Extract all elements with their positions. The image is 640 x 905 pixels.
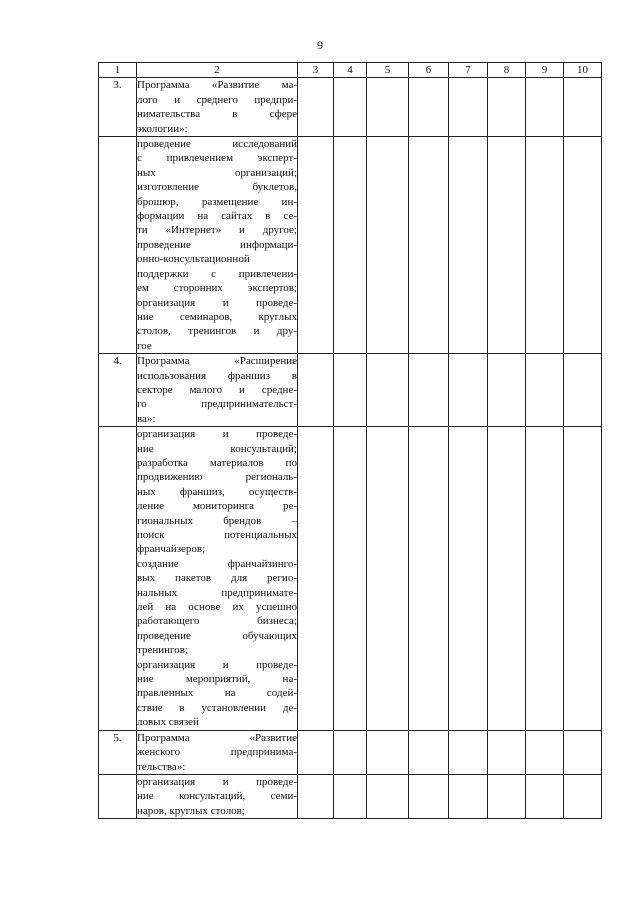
description-line: проведение обучающих xyxy=(137,629,297,642)
description-line: правленных на содей- xyxy=(137,687,297,700)
description-line: тельства»: xyxy=(137,760,186,773)
column-header: 7 xyxy=(449,63,488,78)
description-line: лого и среднего предпри- xyxy=(137,93,297,106)
empty-cell xyxy=(564,354,602,427)
empty-cell xyxy=(488,774,526,818)
description-line: формации на сайтах в се- xyxy=(137,210,297,223)
description-line: ние семинаров, круглых xyxy=(137,310,297,323)
column-header: 9 xyxy=(526,63,564,78)
empty-cell xyxy=(564,774,602,818)
empty-cell xyxy=(449,774,488,818)
empty-cell xyxy=(449,427,488,731)
description-line: секторе малого и средне- xyxy=(137,383,297,396)
description-line: ние мероприятий, на- xyxy=(137,673,297,686)
table-row xyxy=(99,354,602,427)
description-line: использования франшиз в xyxy=(137,369,297,382)
description-line: изготовление буклетов, xyxy=(137,181,297,194)
empty-cell xyxy=(298,78,334,137)
table-row xyxy=(99,427,602,731)
row-description-cell xyxy=(137,354,298,427)
empty-cell xyxy=(526,78,564,137)
column-header: 8 xyxy=(488,63,526,78)
empty-cell xyxy=(526,137,564,354)
empty-cell xyxy=(409,774,449,818)
empty-cell xyxy=(298,427,334,731)
table-row xyxy=(99,774,602,818)
empty-cell xyxy=(334,354,367,427)
row-number-cell: 3. xyxy=(99,78,137,137)
row-number-cell: 5. xyxy=(99,730,137,774)
description-line: продвижению региональ- xyxy=(137,471,297,484)
description-line: нимательства в сфере xyxy=(137,108,297,121)
empty-cell xyxy=(409,78,449,137)
page-number: 9 xyxy=(317,38,323,52)
description-line: разработка материалов по xyxy=(137,456,297,469)
empty-cell xyxy=(409,427,449,731)
description-line: гое xyxy=(137,339,152,352)
empty-cell xyxy=(367,137,409,354)
empty-cell xyxy=(449,78,488,137)
description-line: брошюр, размещение ин- xyxy=(137,195,297,208)
description-line: организация и проведе- xyxy=(137,428,297,441)
row-number-cell: 4. xyxy=(99,354,137,427)
empty-cell xyxy=(526,427,564,731)
empty-cell xyxy=(564,137,602,354)
empty-cell xyxy=(526,730,564,774)
row-description-cell xyxy=(137,137,298,354)
column-header: 4 xyxy=(334,63,367,78)
description-line: работающего бизнеса; xyxy=(137,615,297,628)
empty-cell xyxy=(334,137,367,354)
column-header: 5 xyxy=(367,63,409,78)
description-line: поиск потенциальных xyxy=(137,529,297,541)
empty-cell xyxy=(564,427,602,731)
description-line: поддержки с привлечени- xyxy=(137,267,297,280)
empty-cell xyxy=(449,354,488,427)
program-table xyxy=(98,62,602,819)
empty-cell xyxy=(367,730,409,774)
empty-cell xyxy=(488,354,526,427)
empty-cell xyxy=(488,427,526,731)
description-line: ловых связей xyxy=(137,716,199,729)
column-header: 2 xyxy=(137,63,298,78)
description-line: гиональных брендов – xyxy=(137,514,297,527)
column-header: 10 xyxy=(564,63,602,78)
empty-cell xyxy=(526,774,564,818)
row-number-cell xyxy=(99,774,137,818)
description-line: ление мониторинга ре- xyxy=(137,500,297,513)
description-line: ных франшиз, осуществ- xyxy=(137,485,297,498)
description-line: Программа «Развитие xyxy=(137,731,297,744)
empty-cell xyxy=(334,78,367,137)
description-line: женского предпринима- xyxy=(137,746,297,759)
description-line: тренингов; xyxy=(137,644,188,657)
empty-cell xyxy=(367,78,409,137)
empty-cell xyxy=(488,730,526,774)
description-line: ти «Интернет» и другое; xyxy=(137,224,297,237)
empty-cell xyxy=(488,78,526,137)
header-row xyxy=(99,63,602,78)
empty-cell xyxy=(367,354,409,427)
empty-cell xyxy=(409,354,449,427)
empty-cell xyxy=(449,137,488,354)
table-body xyxy=(99,63,602,819)
description-line: проведение исследований xyxy=(137,138,297,151)
description-line: создание франчайзинго- xyxy=(137,557,297,570)
description-line: организация и проведе- xyxy=(137,658,297,671)
description-line: наров, круглых столов; xyxy=(137,804,245,817)
row-number-cell xyxy=(99,137,137,354)
empty-cell xyxy=(334,427,367,731)
description-line: организация и проведе- xyxy=(137,296,297,309)
description-line: нальных предпринимате- xyxy=(137,586,297,599)
table-row xyxy=(99,78,602,137)
row-description-cell xyxy=(137,774,298,818)
description-line: онно-консультационной xyxy=(137,253,250,266)
empty-cell xyxy=(334,774,367,818)
empty-cell xyxy=(409,137,449,354)
description-line: ствие в установлении де- xyxy=(137,701,297,714)
description-line: Программа «Расширение xyxy=(137,355,297,368)
empty-cell xyxy=(564,78,602,137)
description-line: ние консультаций; xyxy=(137,442,297,455)
empty-cell xyxy=(488,137,526,354)
description-line: ние консультаций, семи- xyxy=(137,790,297,803)
description-line: ем сторонних экспертов; xyxy=(137,282,297,295)
column-header: 3 xyxy=(298,63,334,78)
description-line: ных организаций; xyxy=(137,166,297,179)
table-row xyxy=(99,137,602,354)
row-description-cell xyxy=(137,78,298,137)
description-line: ва»: xyxy=(137,412,156,425)
empty-cell xyxy=(298,137,334,354)
description-line: организация и проведе- xyxy=(137,775,297,788)
description-line: экологии»: xyxy=(137,122,188,135)
empty-cell xyxy=(298,774,334,818)
description-line: го предпринимательст- xyxy=(137,398,297,411)
description-line: проведение информаци- xyxy=(137,238,297,251)
description-line: столов, тренингов и дру- xyxy=(137,325,297,338)
empty-cell xyxy=(449,730,488,774)
row-description-cell xyxy=(137,427,298,731)
empty-cell xyxy=(526,354,564,427)
empty-cell xyxy=(409,730,449,774)
description-line: с привлечением эксперт- xyxy=(137,152,297,165)
description-line: франчайзеров; xyxy=(137,543,206,556)
row-description-cell xyxy=(137,730,298,774)
description-line: Программа «Развитие ма- xyxy=(137,79,297,92)
description-line: лей на основе их успешно xyxy=(137,601,297,614)
empty-cell xyxy=(334,730,367,774)
empty-cell xyxy=(298,354,334,427)
row-number-cell xyxy=(99,427,137,731)
empty-cell xyxy=(367,427,409,731)
description-line: вых пакетов для регио- xyxy=(137,572,297,585)
table-row xyxy=(99,730,602,774)
column-header: 6 xyxy=(409,63,449,78)
empty-cell xyxy=(564,730,602,774)
empty-cell xyxy=(298,730,334,774)
empty-cell xyxy=(367,774,409,818)
column-header: 1 xyxy=(99,63,137,78)
